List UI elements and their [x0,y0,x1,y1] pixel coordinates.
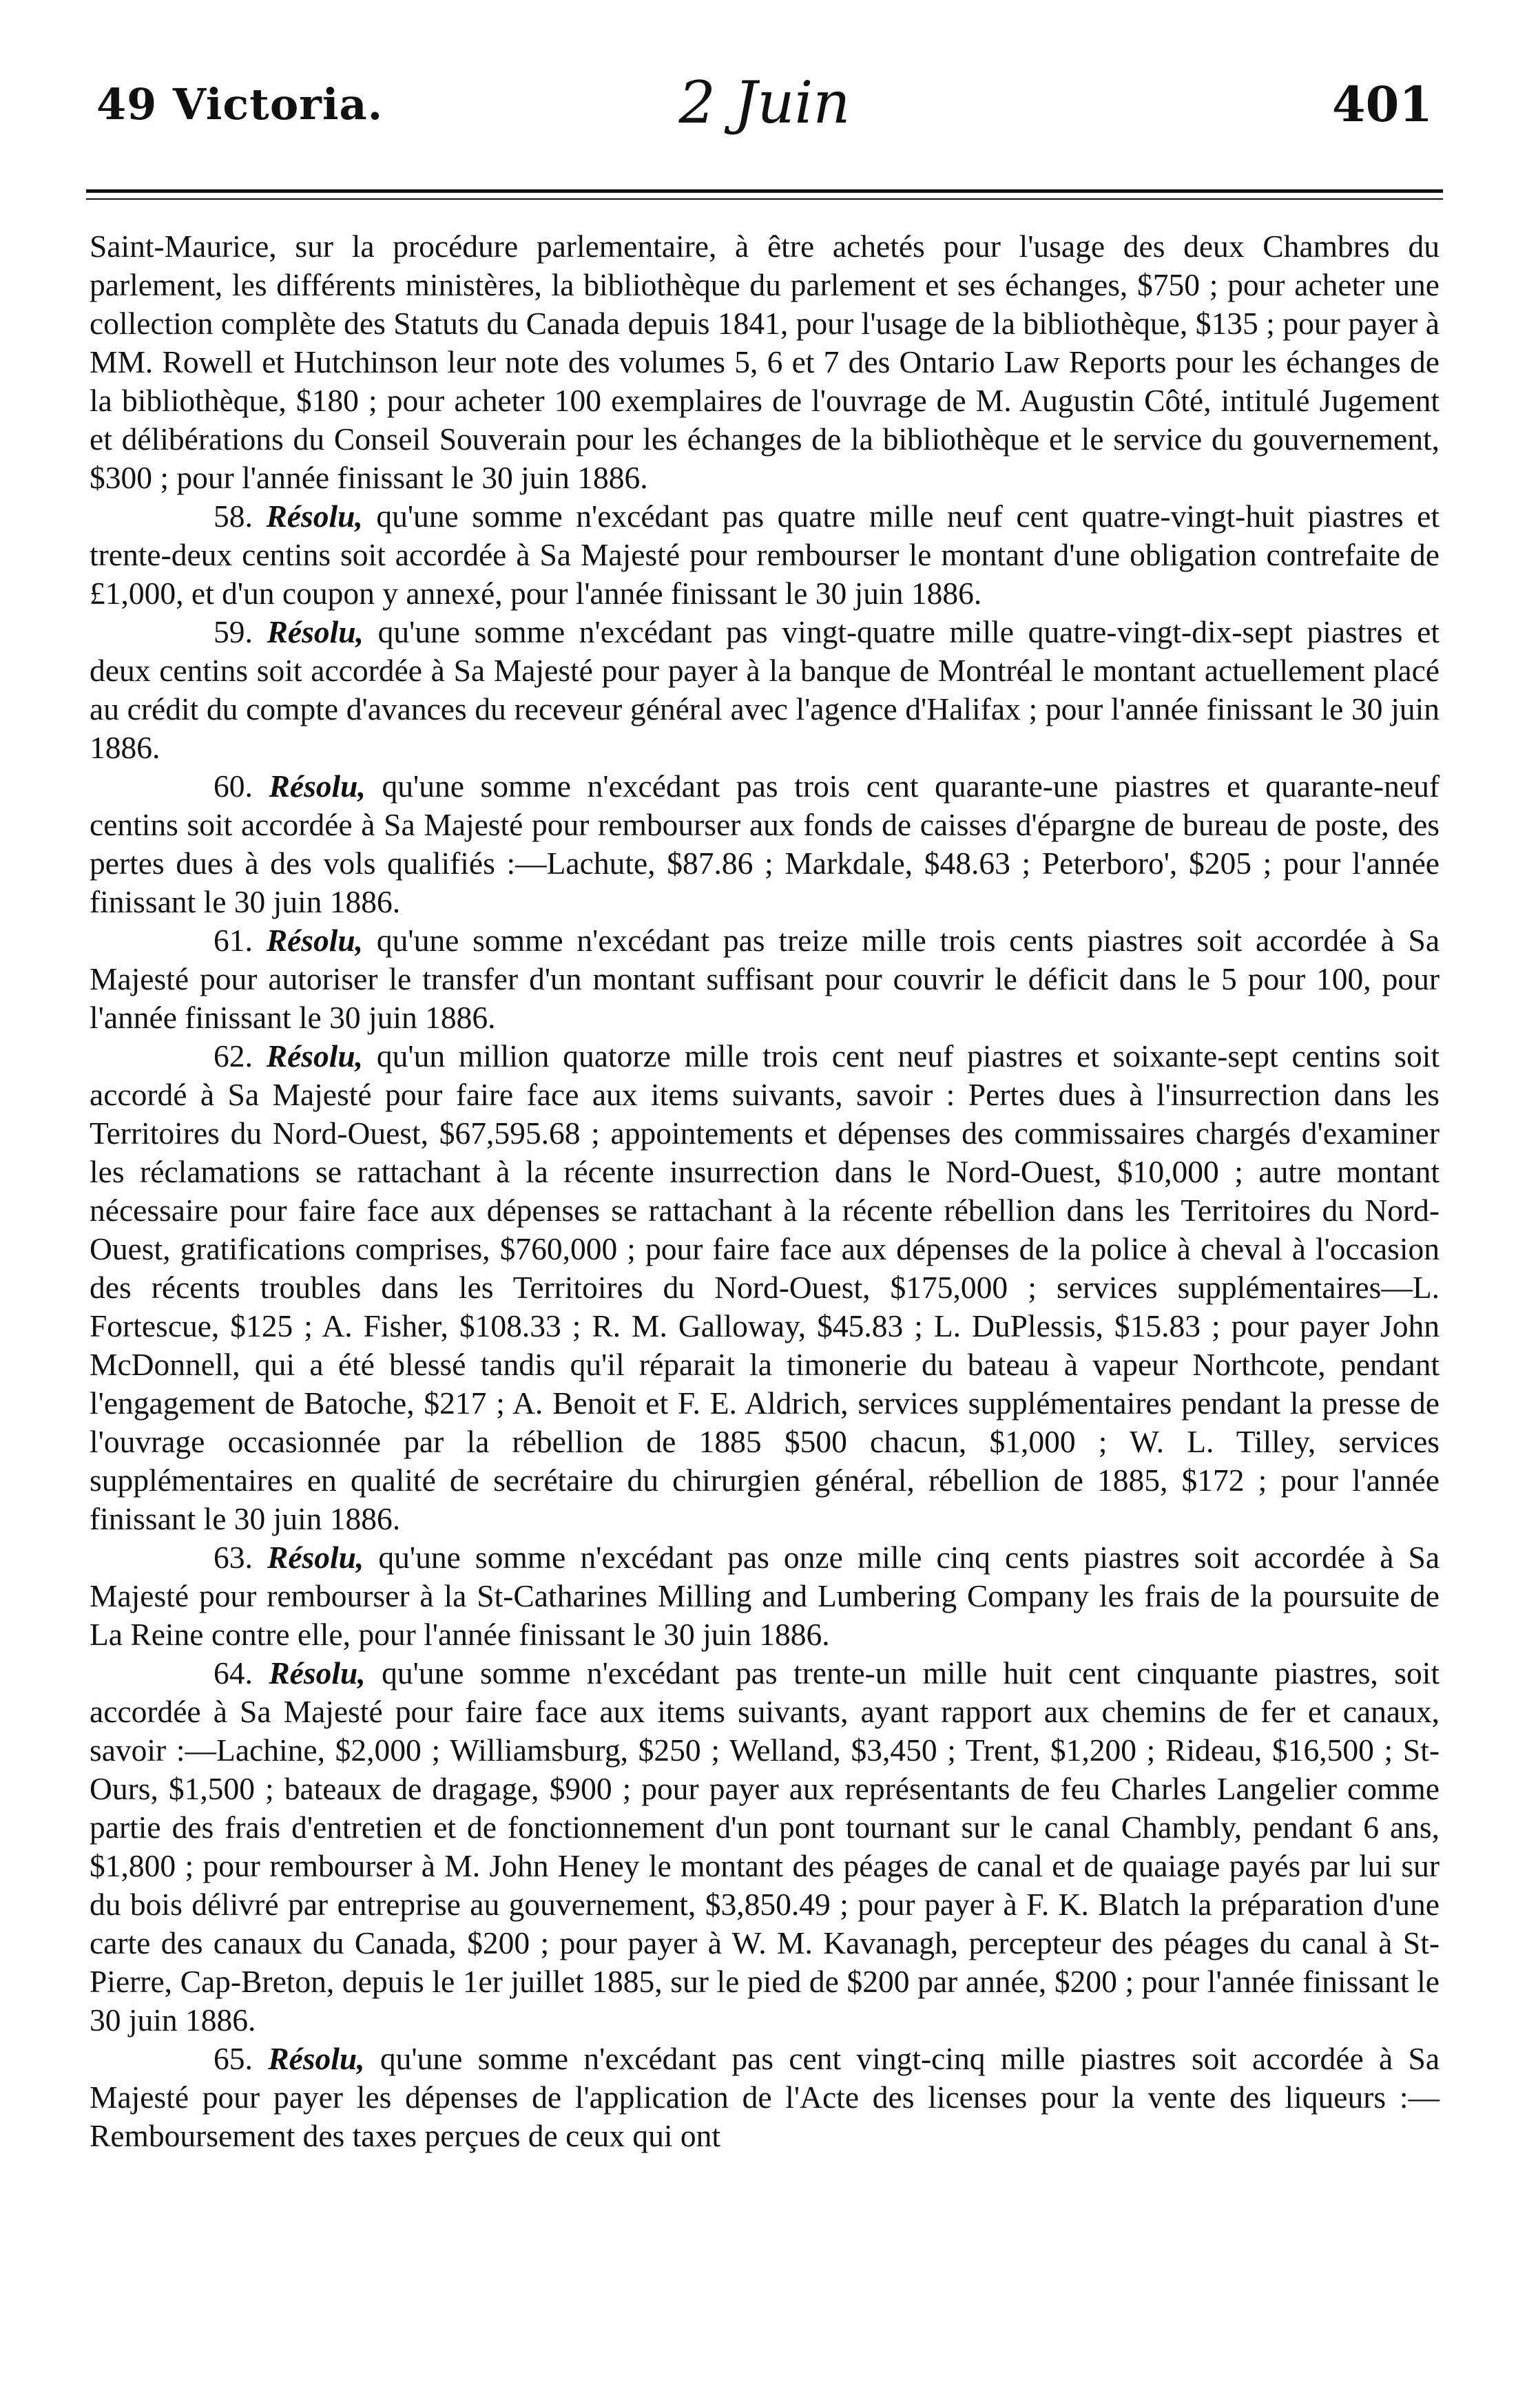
resolution-keyword: Résolu, [269,768,366,804]
resolution-keyword: Résolu, [266,1038,364,1074]
page-header [96,65,1433,148]
resolution-keyword: Résolu, [267,614,364,649]
paragraph-text: qu'une somme n'excédant pas trente-un mille huit cent cinquante piastres, soit accordée à Sa Majesté pour faire face aux items suivants, ayant rapport aux chemins de fer et canaux, savoir :—Lachine, $2,000 ; Williamsburg, $250 ; Welland, $3,450 ; Trent, $1,200 ; Rideau, $16,500 ; St-Ours, $1,500 ; bateaux de dragage, $900 ; pour payer aux représentants de feu Charles Langelier comme partie des frais d'entretien et de fonctionnement d'un pont tournant sur le canal Chambly, pendant 6 ans, $1,800 ; pour rembourser à M. John Heney le montant des péages de canal et de quaiage payés par lui sur du bois délivré par entreprise au gouvernement, $3,850.49 ; pour payer à F. K. Blatch la préparation d'une carte des canaux du Canada, $200 ; pour payer à W. M. Kavanagh, percepteur des péages du canal à St-Pierre, Cap-Breton, depuis le 1er juillet 1885, sur le pied de $200 par année, $200 ; pour l'année finissant le 30 juin 1886. [90,1655,1440,2038]
paragraph-text: qu'une somme n'excédant pas vingt-quatre mille quatre-vingt-dix-sept piastres et deux centins soit accordée à Sa Majesté pour payer à la banque de Montréal le montant actuellement placé au crédit du compte d'avances du receveur général avec l'agence d'Halifax ; pour l'année finissant le 30 juin 1886. [90,614,1440,765]
resolution-64 [90,1654,1440,2040]
paragraph-continuation [90,227,1440,497]
resolution-number: 60. [214,768,253,804]
resolution-number: 61. [214,923,253,958]
header-date: 2 Juin [678,69,851,136]
resolution-keyword: Résolu, [267,1540,364,1575]
resolution-63 [90,1538,1440,1654]
regnal-year: 49 Victoria. [96,79,384,129]
resolution-number: 64. [214,1655,253,1690]
paragraph-text: qu'une somme n'excédant pas trois cent quarante-une piastres et quarante-neuf centins soit accordée à Sa Majesté pour rembourser aux fonds de caisses d'épargne de bureau de poste, des pertes dues à des vols qualifiés :—Lachute, $87.86 ; Markdale, $48.63 ; Peterboro', $205 ; pour l'année finissant le 30 juin 1886. [90,768,1440,919]
header-rule-thin [86,198,1443,200]
page-number: 401 [1331,76,1433,133]
resolution-keyword: Résolu, [269,1655,366,1690]
resolution-60 [90,767,1440,921]
resolution-number: 59. [214,614,253,649]
header-rule-thick [86,189,1443,193]
resolution-65 [90,2040,1440,2155]
paragraph-text: qu'une somme n'excédant pas quatre mille neuf cent quatre-vingt-huit piastres et trente-deux centins soit accordée à Sa Majesté pour rembourser le montant d'une obligation contrefaite de £1,000, et d'un coupon y annexé, pour l'année finissant le 30 juin 1886. [90,499,1440,611]
resolution-61 [90,921,1440,1037]
resolution-number: 58. [214,499,253,534]
resolution-59 [90,613,1440,767]
document-body [90,227,1440,2155]
paragraph-text: Saint-Maurice, sur la procédure parlementaire, à être achetés pour l'usage des deux Chambres du parlement, les différents ministères, la bibliothèque du parlement et ses échanges, $750 ; pour acheter une collection complète des Statuts du Canada depuis 1841, pour l'usage de la bibliothèque, $135 ; pour payer à MM. Rowell et Hutchinson leur note des volumes 5, 6 et 7 des Ontario Law Reports pour les échanges de la bibliothèque, $180 ; pour acheter 100 exemplaires de l'ouvrage de M. Augustin Côté, intitulé Jugement et délibérations du Conseil Souverain pour les échanges de la bibliothèque et le service du gouvernement, $300 ; pour l'année finissant le 30 juin 1886. [90,229,1440,495]
resolution-number: 63. [214,1540,253,1575]
resolution-keyword: Résolu, [266,923,364,958]
paragraph-text: qu'une somme n'excédant pas treize mille trois cents piastres soit accordée à Sa Majesté pour autoriser le transfer d'un montant suffisant pour couvrir le déficit dans le 5 pour 100, pour l'année finissant le 30 juin 1886. [90,923,1440,1035]
paragraph-text: qu'une somme n'excédant pas onze mille cinq cents piastres soit accordée à Sa Majesté pour rembourser à la St-Catharines Milling and Lumbering Company les frais de la poursuite de La Reine contre elle, pour l'année finissant le 30 juin 1886. [90,1540,1440,1652]
resolution-number: 62. [214,1038,253,1074]
resolution-62 [90,1037,1440,1538]
paragraph-text: qu'un million quatorze mille trois cent neuf piastres et soixante-sept centins soit accordé à Sa Majesté pour faire face aux items suivants, savoir : Pertes dues à l'insurrection dans les Territoires du Nord-Ouest, $67,595.68 ; appointements et dépenses des commissaires chargés d'examiner les réclamations se rattachant à la récente insurrection dans le Nord-Ouest, $10,000 ; autre montant nécessaire pour faire face aux dépenses se rattachant à la récente rébellion dans les Territoires du Nord-Ouest, gratifications comprises, $760,000 ; pour faire face aux dépenses de la police à cheval à l'occasion des récents troubles dans les Territoires du Nord-Ouest, $175,000 ; services supplémentaires—L. Fortescue, $125 ; A. Fisher, $108.33 ; R. M. Galloway, $45.83 ; L. DuPlessis, $15.83 ; pour payer John McDonnell, qui a été blessé tandis qu'il réparait la timonerie du bateau à vapeur Northcote, pendant l'engagement de Batoche, $217 ; A. Benoit et F. E. Aldrich, services supplémentaires pendant la presse de l'ouvrage occasionnée par la rébellion de 1885 $500 chacun, $1,000 ; W. L. Tilley, services supplémentaires en qualité de secrétaire du chirurgien général, rébellion de 1885, $172 ; pour l'année finissant le 30 juin 1886. [90,1038,1440,1536]
resolution-keyword: Résolu, [266,499,363,534]
resolution-keyword: Résolu, [268,2041,365,2076]
paragraph-text: qu'une somme n'excédant pas cent vingt-cinq mille piastres soit accordée à Sa Majesté pour payer les dépenses de l'application de l'Acte des licenses pour la vente des liqueurs :—Remboursement des taxes perçues de ceux qui ont [90,2041,1440,2153]
resolution-number: 65. [214,2041,253,2076]
resolution-58 [90,497,1440,613]
